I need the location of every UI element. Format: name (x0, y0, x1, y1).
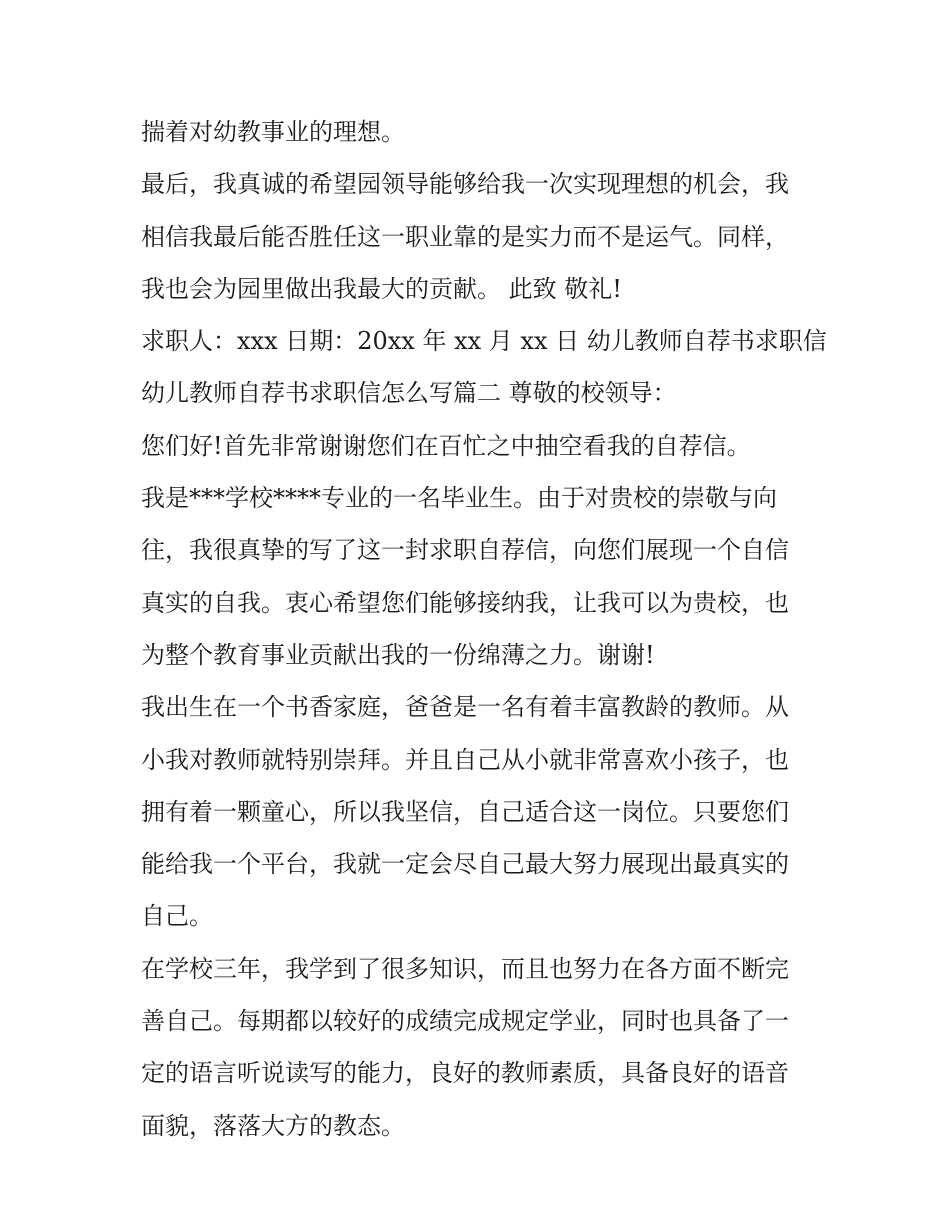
text-line: 我也会为园里做出我最大的贡献。 此致 敬礼! (141, 274, 622, 303)
text-line: 善自己。每期都以较好的成绩完成规定学业，同时也具备了一 (141, 1007, 789, 1036)
document-body (141, 106, 827, 1152)
text-line: 在学校三年，我学到了很多知识，而且也努力在各方面不断完 (141, 954, 789, 983)
text-line: 我出生在一个书香家庭，爸爸是一名有着丰富教龄的教师。从 (141, 693, 789, 722)
text-line: 拥有着一颗童心，所以我坚信，自己适合这一岗位。只要您们 (141, 797, 789, 826)
text-line: 幼儿教师自荐书求职信怎么写篇二 尊敬的校领导： (141, 379, 677, 408)
text-line: 为整个教育事业贡献出我的一份绵薄之力。谢谢! (141, 640, 655, 669)
text-line: 自己。 (141, 902, 213, 931)
text-line: 能给我一个平台，我就一定会尽自己最大努力展现出最真实的 (141, 850, 789, 879)
text-line: 定的语言听说读写的能力，良好的教师素质，具备良好的语音 (141, 1059, 789, 1088)
text-line: 揣着对幼教事业的理想。 (141, 118, 405, 146)
text-line: 相信我最后能否胜任这一职业靠的是实力而不是运气。同样， (141, 222, 789, 251)
text-line: 求职人：xxx 日期：20xx 年 xx 月 xx 日 幼儿教师自荐书求职信 (141, 327, 827, 356)
text-line: 您们好!首先非常谢谢您们在百忙之中抽空看我的自荐信。 (141, 431, 751, 460)
text-line: 往，我很真挚的写了这一封求职自荐信，向您们展现一个自信 (141, 536, 789, 565)
text-line: 真实的自我。衷心希望您们能够接纳我，让我可以为贵校，也 (141, 588, 789, 617)
text-line: 我是***学校****专业的一名毕业生。由于对贵校的崇敬与向 (141, 484, 777, 513)
text-line: 最后，我真诚的希望园领导能够给我一次实现理想的机会，我 (141, 170, 789, 199)
text-line: 小我对教师就特别崇拜。并且自己从小就非常喜欢小孩子，也 (141, 745, 789, 774)
text-line: 面貌，落落大方的教态。 (141, 1111, 405, 1140)
